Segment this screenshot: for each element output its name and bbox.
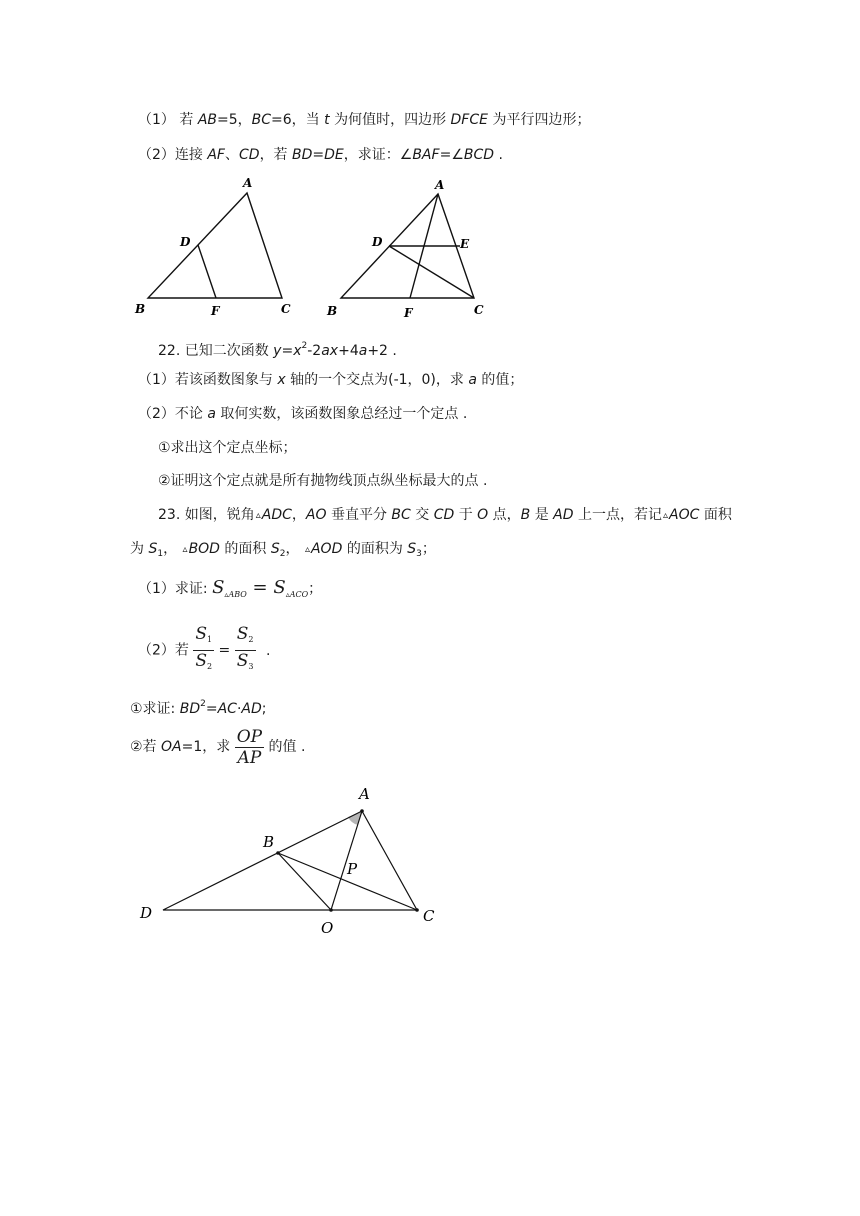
q23-stem-line2: 为 $S_1$， ▵BOD 的面积 $S_2$， ▵AOD 的面积为 $S_3$； — [130, 541, 436, 559]
q23-part2: （2）若 $\frac{S1}{S2}$ = $\frac{S2}{S3}$ . — [138, 624, 270, 677]
point-a — [360, 809, 364, 813]
q22-part1: （1）若该函数图象与 x 轴的一个交点为(-1，0)，求 a 的值； — [138, 372, 524, 388]
label-c: C — [281, 302, 291, 316]
segment-df — [198, 245, 216, 298]
point-c — [415, 908, 419, 912]
q23-sub1: ①求证: $BD^2=AC\cdot AD$; — [130, 699, 267, 717]
figure-triangle-adc — [130, 780, 450, 940]
figure-triangle-abc-2 — [322, 172, 497, 320]
segment-bo — [278, 853, 331, 910]
label-a: A — [359, 785, 370, 803]
q22-sub2: ②证明这个定点就是所有抛物线顶点纵坐标最大的点 . — [158, 473, 488, 489]
point-o — [329, 908, 333, 912]
label-b: B — [263, 833, 275, 851]
label-e: E — [460, 237, 470, 251]
label-f: F — [211, 304, 220, 318]
label-o: O — [321, 919, 334, 937]
segment-dc — [389, 246, 474, 298]
fraction-op-ap: $\frac{OP}{AP}$ — [236, 726, 263, 768]
triangle-abc — [148, 193, 282, 298]
label-a: A — [435, 178, 445, 192]
label-b: B — [135, 302, 146, 316]
q21-part2: （2）连接 AF、CD，若 BD=DE，求证：∠BAF=∠BCD . — [138, 147, 503, 163]
label-a: A — [243, 176, 253, 190]
label-d: D — [140, 904, 153, 922]
triangle-adc — [163, 811, 417, 910]
q22-stem: 22. 已知二次函数 $y=x^2-2ax+4a+2$ . — [158, 341, 397, 359]
fraction-s1-s2: $\frac{S1}{S2}$ — [193, 624, 214, 677]
label-d: D — [180, 235, 191, 249]
label-p: P — [347, 860, 358, 878]
label-c: C — [423, 907, 435, 925]
q23-part1: （1）求证: $S_{▵ABO} = S_{▵ACO}$； — [138, 577, 323, 599]
label-d: D — [372, 235, 383, 249]
q23-stem-line1: 23. 如图，锐角▵ADC，AO 垂直平分 BC 交 CD 于 O 点，B 是 AD 上一点，若记▵AOC 面积 — [158, 507, 732, 523]
figure-triangle-abc-1 — [130, 172, 300, 320]
q22-sub1: ①求出这个定点坐标； — [158, 440, 297, 456]
fraction-s2-s3: $\frac{S2}{S3}$ — [235, 624, 256, 677]
q21-part1: （1） 若 AB=5，BC=6，当 t 为何值时，四边形 DFCE 为平行四边形； — [138, 112, 591, 128]
label-b: B — [327, 304, 338, 318]
label-c: C — [474, 303, 484, 317]
q23-sub2: ②若 OA=1，求 $\frac{OP}{AP}$ 的值 . — [130, 726, 306, 768]
q22-part2: （2）不论 a 取何实数，该函数图象总经过一个定点 . — [138, 406, 468, 422]
point-b — [276, 851, 280, 855]
label-f: F — [404, 306, 413, 320]
